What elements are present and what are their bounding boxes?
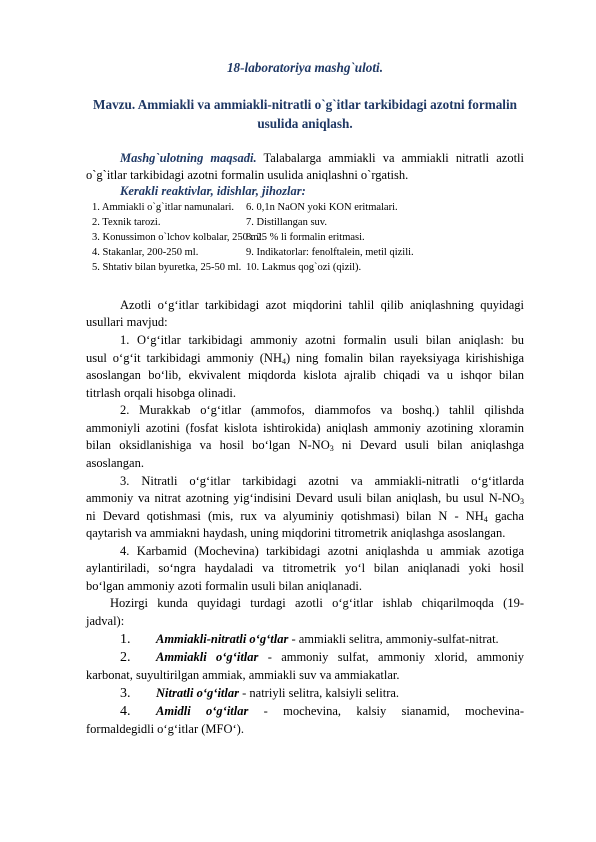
aim-line-2: o`g`itlar tarkibidagi azotni formalin usulida aniqlashni o`rgatish. (86, 168, 409, 182)
type-item-1: 1. Ammiakli-nitratli o‘g‘tlar - ammiakli selitra, ammoniy-sulfat-nitrat. (120, 632, 499, 647)
reagent-item: 4. Stakanlar, 200-250 ml. (92, 247, 199, 258)
reagents-label: Kerakli reaktivlar, idishlar, jihozlar: (120, 184, 306, 198)
method3-line-1: 3. Nitratli o‘g‘itlar tarkibidagi azotni va ammiakli-nitratli o‘g‘itlarda (120, 474, 524, 488)
method2-line-1: 2. Murakkab o‘g‘itlar (ammofos, diammofos va boshq.) tahlil qilishda (120, 403, 524, 417)
intro-line-2: usullari mavjud: (86, 315, 168, 329)
type-item-2-cont: karbonat, suyultirilgan ammiak, ammiakli suv va ammiakatlar. (86, 668, 400, 682)
type-item-3: 3. Nitratli o‘g‘itlar - natriyli selitra, kalsiyli selitra. (120, 686, 400, 701)
method3-line-4: qaytarish va ammiakni haydash, uning miqdorini titrometrik aniqlashga asoslangan. (86, 526, 506, 540)
aim-line-1 (86, 150, 524, 166)
current-line-1: Hozirgi kunda quyidagi turdagi azotli o‘g‘itlar ishlab chiqarilmoqda (19- (110, 596, 524, 610)
current-line-2: jadval): (86, 614, 125, 628)
method1-line-3: asoslangan bo‘lib, ekvivalent miqdorda kislota ajralib chiqadi va u ishqor bilan (86, 368, 524, 382)
reagent-item: 10. Lakmus qog`ozi (qizil). (246, 262, 362, 273)
method1-line-2: usul o‘g‘it tarkibidagi ammoniy $(NH_4)$ ning fomalin bilan rayeksiyaga kirishishiga (86, 351, 524, 366)
reagent-item: 1. Ammiakli o`g`itlar namunalari. (92, 202, 235, 213)
type-item-4: 4. Amidli o‘g‘itlar - mochevina, kalsiy sianamid, mochevina- (120, 704, 524, 719)
reagent-item: 6. 0,1n NaON yoki KON eritmalari. (246, 202, 398, 213)
intro-line-1: Azotli o‘g‘itlar tarkibidagi azot miqdorini tahlil qilib aniqlashning quyidagi (120, 298, 524, 312)
reagent-item: 5. Shtativ bilan byuretka, 25-50 ml. (92, 262, 242, 273)
method4-line-1: 4. Karbamid (Mochevina) tarkibidagi azotni aniqlashda u ammiak azotiga (120, 544, 524, 558)
reagent-item: 2. Texnik tarozi. (92, 217, 161, 228)
type-item-2: 2. Ammiakli o‘g‘itlar - ammoniy sulfat, ammoniy xlorid, ammoniy (120, 650, 524, 665)
reagent-item: 3. Konussimon o`lchov kolbalar, 250 ml. (92, 232, 265, 243)
method3-line-2: ammoniy va nitrat azotning yig‘indisini Devard usuli bilan aniqlash, bu usul $N-NO_3$ (86, 491, 524, 506)
method3-line-3: ni Devard qotishmasi (mis, rux va alyuminiy qotishmasi) bilan N - $NH_4$ gacha (86, 509, 524, 524)
type-item-4-cont: formaldegidli o‘g‘itlar (MFO‘). (86, 722, 244, 736)
reagent-item: 8. 25 % li formalin eritmasi. (246, 232, 365, 243)
method2-line-3: bilan oksidlanishiga va hosil bo‘lgan $N-NO_3$ ni Devard usuli bilan aniqlashga (86, 438, 524, 453)
method4-line-3: bo‘lgan ammoniy azoti formalin usuli bilan aniqlanadi. (86, 579, 362, 593)
aim-label: Mashg`ulotning maqsadi. (120, 151, 257, 165)
method1-line-1: 1. O‘g‘itlar tarkibidagi ammoniy azotni formalin usuli bilan aniqlash: bu (120, 333, 524, 347)
reagent-item: 9. Indikatorlar: fenolftalein, metil qizili. (246, 247, 414, 258)
method2-line-2: ammoniyli azotini (fosfat kislota ishtirokida) aniqlash ammoniy azotining xloramin (86, 421, 524, 435)
lab-title: 18-laboratoriya mashg`uloti. (226, 60, 384, 75)
method4-line-2: aylantiriladi, so‘ngra haydaladi va titrometrik yo‘l bilan aniqlanadi yoki hosil (86, 561, 524, 575)
aim-text: Talabalarga ammiakli va ammiakli nitratli azotli (263, 151, 524, 165)
method2-line-4: asoslangan. (86, 456, 144, 470)
reagent-item: 7. Distillangan suv. (246, 217, 327, 228)
topic-line-1: Mavzu. Ammiakli va ammiakli-nitratli o`g`itlar tarkibidagi azotni formalin (93, 97, 517, 112)
topic-line-2: usulida aniqlash. (257, 116, 353, 131)
method1-line-4: titrlash orqali hisobga olinadi. (86, 386, 236, 400)
